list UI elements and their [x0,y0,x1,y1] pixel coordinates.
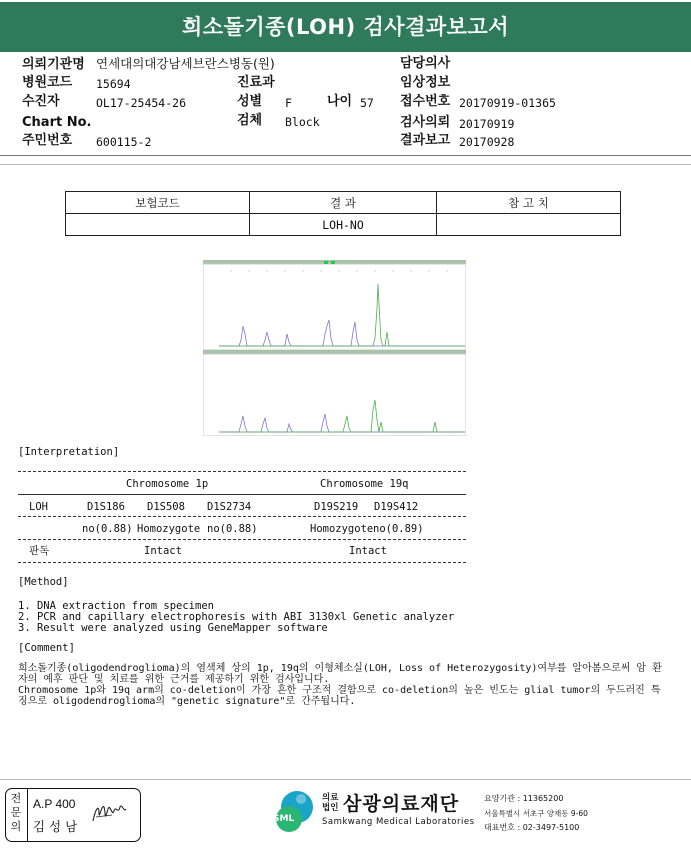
chromosome-1p-header: Chromosome 1p [126,478,209,490]
foundation-address: 서울특별시 서초구 양재동 9-60 [484,809,588,818]
id-label: 주민번호 [22,133,73,148]
foundation-type-2: 법인 [322,803,339,813]
header-divider [0,155,691,156]
interp-rule-top [18,471,466,472]
specimen-value: Block [285,115,320,129]
interp-rule-3 [18,516,466,517]
patient-label: 수진자 [22,94,60,109]
footer-divider [0,779,691,780]
loh-row-label: LOH [29,501,48,513]
interp-rule-4 [18,539,466,540]
report-title: 희소돌기종(LOH) 검사결과보고서 [0,2,691,52]
interpretation-result-label: 판독 [29,545,50,557]
result-table [65,191,621,236]
result-table-header-row [66,192,621,214]
age-label: 나이 [327,94,353,109]
comment-line-4: 징으로 oligodendroglioma의 "genetic signature"로 간주됩니다. [18,696,356,707]
signature-box-divider [27,789,28,841]
comment-heading: [Comment] [18,642,75,654]
reception-label: 접수번호 [400,94,451,109]
method-item-2: 2. PCR and capillary electrophoresis with ABI 3130xl Genetic analyzer [18,611,455,623]
cell-insurance [66,214,250,236]
value-d1s2734: no(0.88) [207,523,258,535]
request-value: 20170919 [459,117,515,131]
institution-label: 의뢰기관명 [22,57,85,72]
method-item-1: 1. DNA extraction from specimen [18,600,214,612]
patient-value: OL17-25454-26 [96,96,187,110]
comment-line-2: 자의 예후 판단 및 치료를 위한 근거를 제공하기 위한 검사입니다. [18,674,330,685]
value-d19s412: no(0.89) [373,523,424,535]
foundation-phone: 대표번호 : 02-3497-5100 [484,823,580,832]
comment-line-3: Chromosome 1p와 19q arm의 co-deletion이 가장 흔한 구조적 결함으로 co-deletion의 높은 빈도는 glial tumor의 두드러진 특 [18,685,661,696]
hospital-code-label: 병원코드 [22,75,73,90]
interp-rule-bottom [18,562,466,563]
interpretation-heading: [Interpretation] [18,446,120,458]
request-label: 검사의뢰 [400,115,451,130]
chromosome-19q-header: Chromosome 19q [320,478,409,490]
foundation-name: 삼광의료재단 [343,793,460,815]
id-value: 600115-2 [96,135,152,149]
marker-d1s186: D1S186 [87,501,125,513]
marker-d19s219: D19S219 [314,501,359,513]
institution-value: 연세대의대강남세브란스병동(원) [96,56,275,71]
foundation-type-1: 의료 [322,793,339,803]
col-header-result: 결 과 [250,192,437,214]
interp-rule-2 [18,494,466,495]
foundation-english-name: Samkwang Medical Laboratories [322,817,475,827]
value-d1s186: no(0.88) [82,523,133,535]
institution-number: 요양기관 : 11365200 [484,794,564,803]
marker-d19s412: D19S412 [374,501,419,513]
col-header-reference: 참 고 치 [437,192,621,214]
electropherogram-image [203,260,466,436]
report-date-label: 결과보고 [400,133,451,148]
result-19q-value: Intact [349,545,387,557]
cell-reference [437,214,621,236]
specimen-label: 검체 [237,113,263,128]
report-date-value: 20170928 [459,135,515,149]
sml-logo-icon [269,789,321,837]
clinical-info-label: 임상정보 [400,75,451,90]
sex-value: F [285,96,292,110]
doctor-code: A.P 400 [33,797,76,811]
col-header-insurance: 보험코드 [66,192,250,214]
marker-d1s508: D1S508 [147,501,185,513]
result-table-row [66,214,621,236]
chart-no-label: Chart No. [22,115,92,130]
cell-result: LOH-NO [250,214,437,236]
value-d19s219: Homozygote [310,523,374,535]
dept-label: 진료과 [237,75,275,90]
result-1p-value: Intact [144,545,182,557]
sml-logo-text: SML [273,814,295,824]
value-d1s508: Homozygote [137,523,201,535]
age-value: 57 [360,96,374,110]
header-divider-2 [0,164,691,165]
method-heading: [Method] [18,576,69,588]
doctor-signature [90,797,130,829]
sex-label: 성별 [237,94,263,109]
marker-d1s2734: D1S2734 [207,501,252,513]
reception-value: 20170919-01365 [459,96,556,110]
doctor-label: 담당의사 [400,56,451,71]
doctor-name: 김 성 남 [33,819,78,834]
method-item-3: 3. Result were analyzed using GeneMapper software [18,622,328,634]
specialist-label: 전문의 [10,792,22,833]
comment-line-1: 희소돌기종(oligodendroglioma)의 염색체 상의 1p, 19q의 이형체소실(LOH, Loss of Heterozygosity)여부를 알아봄으로써 암 환 [18,663,662,674]
institution-label-field [22,57,85,72]
hospital-code-value: 15694 [96,77,131,91]
